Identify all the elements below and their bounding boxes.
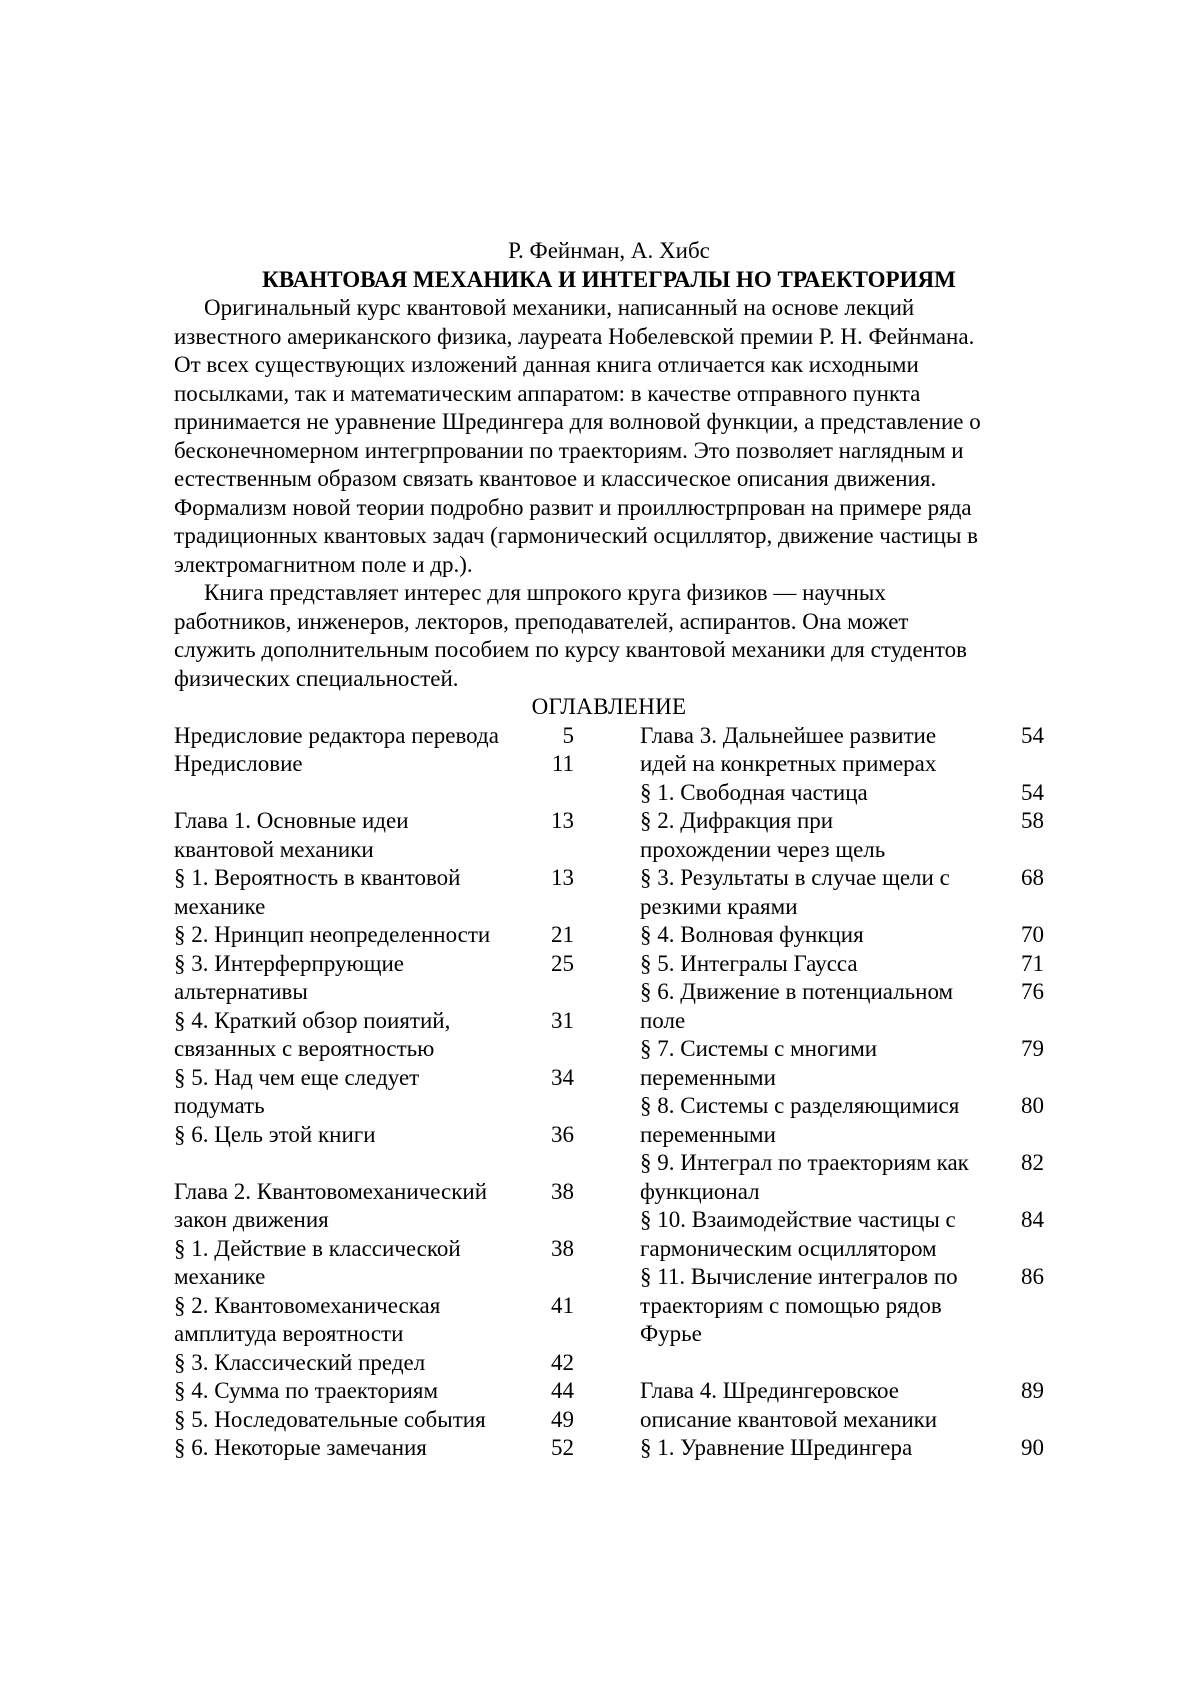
abstract-line: Оригинальный курс квантовой механики, написанный на основе лекций [204, 295, 915, 320]
toc-entry-title [640, 1206, 1000, 1263]
toc-spacer [174, 779, 574, 808]
toc-entry-title-line: § 2. Квантовомеханическая [174, 1292, 441, 1318]
table-of-contents [174, 722, 1044, 1463]
toc-entry-title-line: описание квантовой механики [640, 1406, 938, 1432]
toc-entry-page-number: 13 [551, 865, 574, 890]
abstract-line: Книга представляет интерес для шпрокого круга физиков — научных [204, 580, 886, 605]
toc-entry-title-line: § 3. Классический предел [174, 1349, 426, 1375]
toc-entry-page-number: 86 [1021, 1264, 1044, 1289]
toc-entry[interactable] [640, 1035, 1044, 1092]
toc-entry-title-line: Глава 1. Основные идеи [174, 808, 409, 833]
toc-entry-title-line: Глава 4. Шредингеровское [640, 1378, 899, 1403]
toc-entry[interactable] [174, 1377, 574, 1406]
toc-entry-page-number: 52 [551, 1435, 574, 1460]
toc-entry-title [174, 1007, 514, 1064]
toc-entry-title [640, 807, 1000, 864]
abstract-line: физических специальностей. [174, 665, 459, 691]
toc-heading: ОГЛАВЛЕНИЕ [531, 694, 687, 719]
toc-entry-page-number: 89 [1021, 1378, 1044, 1403]
toc-spacer [174, 1149, 574, 1178]
toc-entry-title [174, 1377, 514, 1406]
toc-entry-title [640, 779, 1000, 808]
toc-entry-title [174, 1349, 514, 1378]
toc-entry-title [174, 722, 514, 751]
toc-entry-page-number: 76 [1021, 979, 1044, 1004]
toc-entry-title-line: Глава 3. Дальнейшее развитие [640, 722, 937, 748]
toc-entry-title-line: § 10. Взаимодействие частицы с [640, 1207, 956, 1232]
toc-entry[interactable] [640, 950, 1044, 979]
toc-entry-title [640, 1434, 1000, 1463]
toc-entry-title-line: § 1. Вероятность в квантовой [174, 865, 461, 890]
toc-entry-title [174, 864, 514, 921]
toc-entry[interactable] [640, 921, 1044, 950]
toc-entry-page-number: 5 [562, 722, 574, 748]
abstract-line: электромагнитном поле и др.). [174, 551, 473, 577]
toc-entry-title-line: § 5. Над чем еще следует [174, 1064, 420, 1090]
book-authors: Р. Фейнман, А. Хибс [508, 238, 710, 263]
toc-entry[interactable] [640, 864, 1044, 921]
toc-entry-title [174, 750, 514, 779]
toc-entry-title [640, 864, 1000, 921]
abstract-line: естественным образом связать квантовое и классическое описания движения. [174, 466, 937, 491]
toc-entry-title [640, 1035, 1000, 1092]
abstract-line: Формализм новой теории подробно развит и проиллюстрпрован на примере ряда [174, 494, 972, 520]
toc-entry[interactable] [174, 1406, 574, 1435]
toc-entry-title-line: § 8. Системы с разделяющимися [640, 1093, 960, 1118]
toc-entry[interactable] [174, 1349, 574, 1378]
toc-left-column [174, 722, 574, 1463]
toc-entry-title [174, 1406, 514, 1435]
toc-right-column [640, 722, 1044, 1463]
toc-entry-title-line: прохождении через щель [640, 836, 886, 862]
toc-entry-title-line: связанных с вероятностью [174, 1036, 435, 1061]
toc-entry-title-line: Нредисловие [174, 751, 303, 776]
abstract-paragraph-1 [174, 294, 1044, 579]
toc-entry[interactable] [640, 779, 1044, 808]
toc-entry[interactable] [174, 1007, 574, 1064]
toc-entry-title-line: поле [640, 1007, 686, 1033]
toc-entry-title-line: § 5. Носледовательные события [174, 1406, 486, 1432]
toc-entry-page-number: 31 [551, 1007, 574, 1033]
toc-entry-title [174, 950, 514, 1007]
toc-entry[interactable] [640, 1092, 1044, 1149]
toc-entry-title [640, 1263, 1000, 1349]
toc-entry-page-number: 38 [551, 1235, 574, 1261]
toc-entry[interactable] [174, 1178, 574, 1235]
toc-entry-title-line: § 6. Некоторые замечания [174, 1435, 427, 1460]
toc-entry-page-number: 49 [551, 1406, 574, 1432]
toc-entry[interactable] [174, 1064, 574, 1121]
toc-entry[interactable] [174, 864, 574, 921]
toc-entry-title [640, 921, 1000, 950]
toc-entry-title-line: механике [174, 893, 266, 919]
toc-spacer [640, 1349, 1044, 1378]
toc-entry-title-line: § 9. Интеграл по траекториям как [640, 1150, 969, 1175]
toc-entry-page-number: 82 [1021, 1150, 1044, 1175]
abstract-line: известного американского физика, лауреата Нобелевской премии Р. Н. Фейнмана. [174, 323, 975, 349]
toc-entry[interactable] [640, 1434, 1044, 1463]
toc-entry-page-number: 11 [551, 751, 574, 776]
toc-entry-title-line: траекториям с помощью рядов [640, 1292, 942, 1318]
toc-entry-title-line: § 11. Вычисление интегралов по [640, 1264, 958, 1289]
toc-entry-title [640, 1092, 1000, 1149]
toc-entry-title [174, 1434, 514, 1463]
toc-entry[interactable] [174, 1121, 574, 1150]
abstract-line: традиционных квантовых задач (гармонический осциллятор, движение частицы в [174, 523, 979, 548]
toc-entry-title-line: § 2. Дифракция при [640, 808, 834, 833]
toc-entry-title-line: Глава 2. Квантовомеханический [174, 1178, 488, 1204]
abstract-line: принимается не уравнение Шредингера для волновой функции, а представление о [174, 409, 981, 434]
toc-entry-title-line: § 2. Нринцип неопределенности [174, 922, 491, 947]
toc-entry-page-number: 13 [551, 808, 574, 833]
toc-entry-page-number: 84 [1021, 1207, 1044, 1232]
toc-entry-page-number: 58 [1021, 808, 1044, 833]
toc-entry-title-line: переменными [640, 1121, 776, 1147]
document-page [174, 236, 1044, 1463]
toc-entry-page-number: 54 [1021, 722, 1044, 748]
toc-entry-page-number: 90 [1021, 1435, 1044, 1460]
toc-entry-title-line: § 7. Системы с многими [640, 1036, 878, 1061]
toc-entry-page-number: 42 [551, 1349, 574, 1375]
toc-entry[interactable] [640, 1206, 1044, 1263]
toc-entry-title-line: § 1. Уравнение Шредингера [640, 1435, 913, 1460]
toc-entry-title [174, 1235, 514, 1292]
toc-entry-page-number: 80 [1021, 1093, 1044, 1118]
toc-entry-title-line: § 4. Сумма по траекториям [174, 1378, 438, 1403]
toc-entry[interactable] [174, 722, 574, 751]
toc-entry[interactable] [640, 1149, 1044, 1206]
toc-entry-title [640, 722, 1000, 779]
toc-entry[interactable] [640, 1263, 1044, 1349]
abstract-line: посылками, так и математическим аппаратом: в качестве отправного пункта [174, 380, 921, 406]
toc-entry-title-line: § 3. Результаты в случае щели с [640, 865, 950, 890]
toc-entry-title [174, 921, 514, 950]
toc-entry-title-line: резкими краями [640, 893, 798, 919]
toc-entry[interactable] [640, 722, 1044, 779]
toc-entry-page-number: 38 [551, 1178, 574, 1204]
toc-entry-title-line: гармоническим осциллятором [640, 1235, 937, 1261]
toc-entry-title [640, 1149, 1000, 1206]
toc-entry-page-number: 79 [1021, 1036, 1044, 1061]
toc-entry-title-line: идей на конкретных примерах [640, 751, 937, 776]
toc-entry-title-line: механике [174, 1264, 266, 1289]
abstract-line: работников, инженеров, лекторов, преподавателей, аспирантов. Она может [174, 608, 909, 634]
toc-entry-title-line: Нредисловие редактора перевода [174, 722, 499, 748]
toc-entry-title-line: § 6. Цель этой книги [174, 1121, 376, 1147]
toc-entry-title [640, 950, 1000, 979]
toc-entry-title-line: функционал [640, 1178, 760, 1204]
abstract-paragraph-2 [174, 579, 1044, 693]
toc-entry-page-number: 70 [1021, 922, 1044, 947]
toc-entry-page-number: 54 [1021, 779, 1044, 805]
toc-entry-title-line: Фурье [640, 1321, 702, 1346]
toc-entry-title-line: закон движения [174, 1207, 329, 1232]
toc-entry-page-number: 34 [551, 1064, 574, 1090]
toc-entry-title [174, 1292, 514, 1349]
toc-entry-title [174, 1121, 514, 1150]
toc-entry[interactable] [174, 750, 574, 779]
toc-entry-page-number: 44 [551, 1378, 574, 1403]
toc-entry[interactable] [174, 921, 574, 950]
toc-entry-page-number: 41 [551, 1292, 574, 1318]
toc-entry-title-line: переменными [640, 1064, 776, 1090]
toc-entry-title-line: подумать [174, 1093, 265, 1118]
toc-entry-title [640, 1377, 1000, 1434]
toc-entry-title-line: квантовой механики [174, 836, 374, 862]
toc-entry-title-line: § 5. Интегралы Гаусса [640, 950, 858, 976]
toc-entry[interactable] [174, 1292, 574, 1349]
toc-entry-title [174, 807, 514, 864]
toc-entry-page-number: 68 [1021, 865, 1044, 890]
toc-entry[interactable] [174, 1235, 574, 1292]
toc-entry[interactable] [174, 950, 574, 1007]
toc-entry[interactable] [174, 807, 574, 864]
toc-entry[interactable] [640, 978, 1044, 1035]
toc-entry-title-line: § 4. Краткий обзор поиятий, [174, 1007, 451, 1033]
toc-entry[interactable] [640, 807, 1044, 864]
abstract-line: От всех существующих изложений данная книга отличается как исходными [174, 352, 919, 377]
toc-entry-title [174, 1178, 514, 1235]
toc-entry-title [174, 1064, 514, 1121]
book-title: КВАНТОВАЯ МЕХАНИКА И ИНТЕГРАЛЫ НО ТРАЕКТОРИЯМ [262, 267, 956, 292]
toc-entry-page-number: 21 [551, 922, 574, 947]
toc-entry-title-line: § 1. Действие в классической [174, 1235, 461, 1261]
toc-entry[interactable] [640, 1377, 1044, 1434]
toc-entry-title-line: § 4. Волновая функция [640, 922, 864, 947]
toc-entry-title-line: § 1. Свободная частица [640, 779, 868, 805]
toc-entry-title-line: § 6. Движение в потенциальном [640, 979, 954, 1004]
toc-entry-page-number: 71 [1021, 950, 1044, 976]
toc-entry-title [640, 978, 1000, 1035]
toc-entry-page-number: 25 [551, 950, 574, 976]
toc-entry-title-line: амплитуда вероятности [174, 1321, 404, 1346]
toc-entry[interactable] [174, 1434, 574, 1463]
abstract-line: служить дополнительным пособием по курсу квантовой механики для студентов [174, 637, 967, 662]
toc-entry-title-line: альтернативы [174, 979, 308, 1004]
toc-entry-page-number: 36 [551, 1121, 574, 1147]
toc-entry-title-line: § 3. Интерферпрующие [174, 950, 404, 976]
abstract-line: бесконечномерном интегрпровании по траекториям. Это позволяет наглядным и [174, 437, 964, 463]
